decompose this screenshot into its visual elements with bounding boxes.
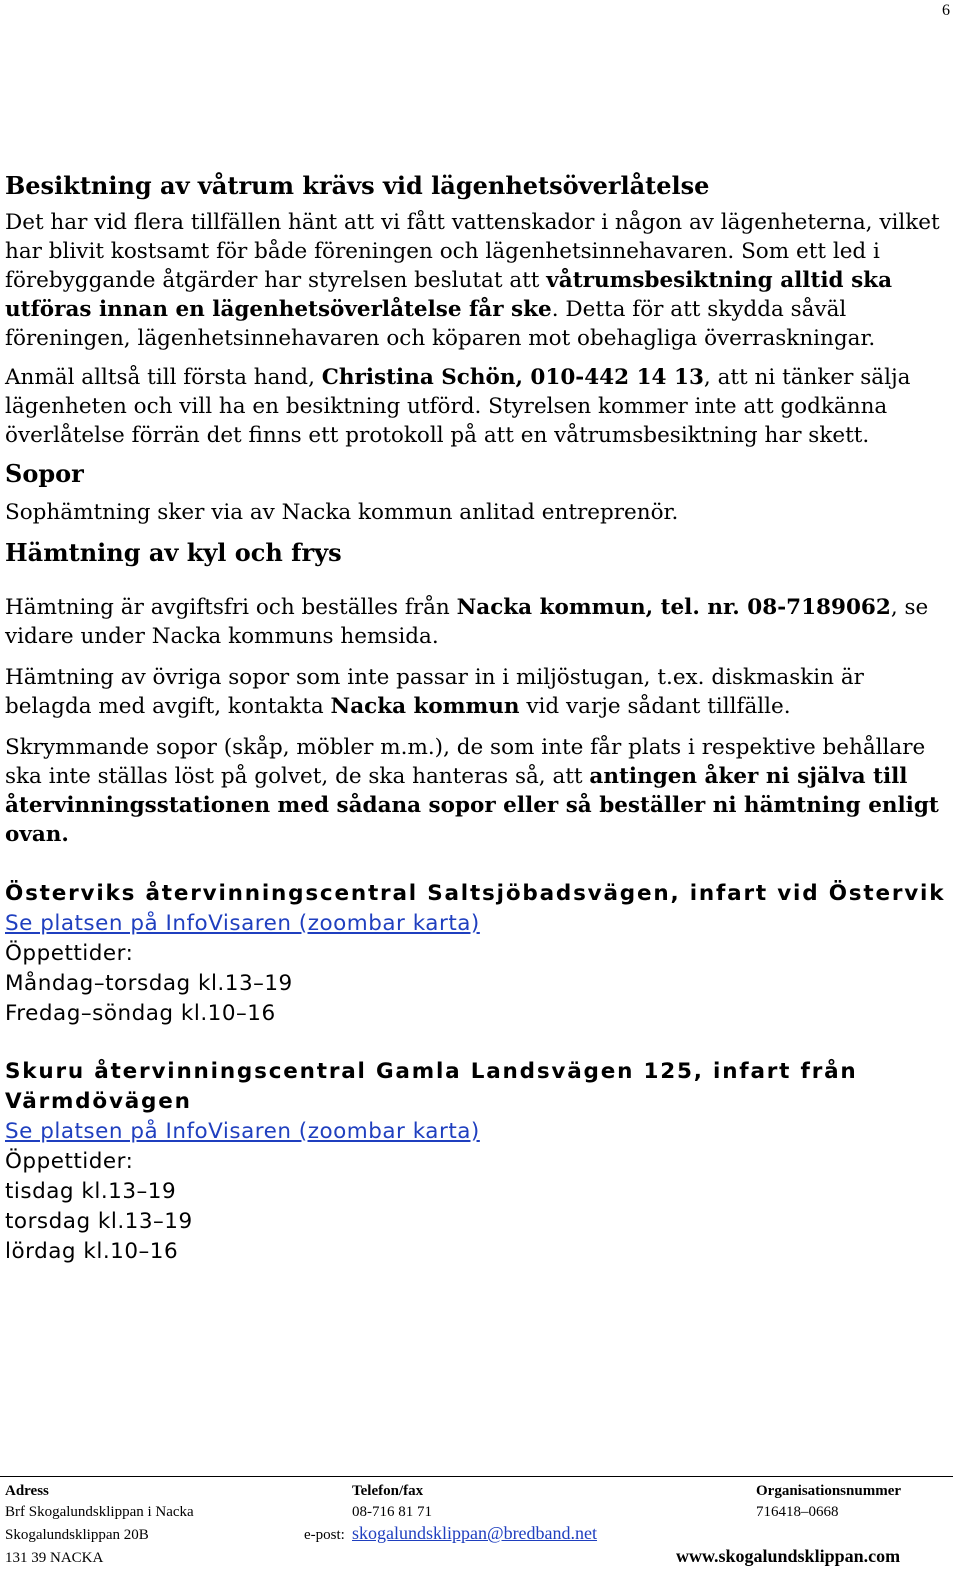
garbage-paragraph: Sophämtning sker via av Nacka kommun anlitad entreprenör. [5,500,679,525]
footer-phone-title: Telefon/fax [352,1483,424,1499]
recycling-central-ostervik [5,879,953,1029]
text-run: Hämtning av övriga sopor som inte passar in i miljöstugan, t.ex. diskmaskin är belagda med avgift, kontakta [5,665,864,719]
footer-website: www.skogalundsklippan.com [676,1546,901,1566]
text-run: Skrymmande sopor (skåp, möbler m.m.), de som inte får plats i respektive behållare ska inte ställas löst på golvet, de ska hanteras så, att [5,735,926,789]
text-run: , att ni tänker sälja lägenheten och vill ha en besiktning utförd. Styrelsen kommer inte att godkänna överlåtelse förrän det finns ett protokoll på att en våtrumsbesiktning har skett. [5,365,911,448]
contact-person: Christina Schön, 010-442 14 13 [321,365,704,390]
footer-org-name: Brf Skogalundsklippan i Nacka [5,1504,194,1520]
fridge-paragraph-2 [5,663,953,721]
hours-line: Måndag–torsdag kl.13–19 [5,971,293,996]
fridge-paragraph-3 [5,733,953,849]
footer-phone: 08-716 81 71 [352,1504,432,1520]
footer-postal: 131 39 NACKA [5,1550,104,1566]
bold-instruction: antingen åker ni själva till återvinningsstationen med sådana sopor eller så beställer ni hämtning enligt ovan. [5,764,939,847]
wetroom-paragraph-1 [5,208,953,353]
text-run: . Detta för att skydda såväl föreningen, lägenhetsinnehavaren och köparen mot obehagliga överraskningar. [5,297,876,351]
hours-line: Fredag–söndag kl.10–16 [5,1001,276,1026]
bold-contact: Nacka kommun, tel. nr. 08-7189062 [456,595,891,620]
hours-label: Öppettider: [5,941,134,966]
footer-org-number: 716418–0668 [756,1504,839,1520]
footer-email-link[interactable]: skogalundsklippan@bredband.net [352,1523,598,1543]
hours-line: lördag kl.10–16 [5,1239,179,1264]
hours-line: tisdag kl.13–19 [5,1179,177,1204]
text-run: Det har vid flera tillfällen hänt att vi fått vattenskador i någon av lägenheterna, vilket har blivit kostsamt för både föreningen och lägenhetsinnehavaren. Som ett led i förebyggande åtgärder har styrelsen beslutat att [5,210,940,293]
wetroom-paragraph-2 [5,363,953,450]
footer-street: Skogalundsklippan 20B [5,1527,149,1543]
text-run: vid varje sådant tillfälle. [519,694,791,719]
central-heading: Skuru återvinningscentral Gamla Landsvägen 125, infart från Värmdövägen [5,1059,858,1114]
text-run: Hämtning är avgiftsfri och beställes från [5,595,457,620]
footer-email-label: e-post: [304,1527,345,1543]
map-link[interactable]: Se platsen på InfoVisaren (zoombar karta) [5,911,480,936]
heading-fridge-freezer: Hämtning av kyl och frys [5,538,342,567]
document-body [5,168,953,1267]
heading-garbage: Sopor [5,459,84,488]
text-run: , se vidare under Nacka kommuns hemsida. [5,595,929,649]
recycling-central-skuru [5,1057,953,1267]
heading-wetroom-inspection: Besiktning av våtrum krävs vid lägenhetsöverlåtelse [5,171,710,200]
bold-contact: Nacka kommun [330,694,520,719]
text-run: Anmäl alltså till första hand, [5,365,322,390]
map-link[interactable]: Se platsen på InfoVisaren (zoombar karta) [5,1119,480,1144]
footer-orgnr-title: Organisationsnummer [756,1483,902,1499]
page-footer [0,1476,953,1567]
central-heading: Österviks återvinningscentral Saltsjöbadsvägen, infart vid Östervik [5,881,946,906]
page-number: 6 [942,2,950,19]
hours-line: torsdag kl.13–19 [5,1209,193,1234]
hours-label: Öppettider: [5,1149,134,1174]
fridge-paragraph-1 [5,593,953,651]
bold-requirement: våtrumsbesiktning alltid ska utföras innan en lägenhetsöverlåtelse får ske [5,268,893,322]
footer-address-title: Adress [5,1483,49,1499]
